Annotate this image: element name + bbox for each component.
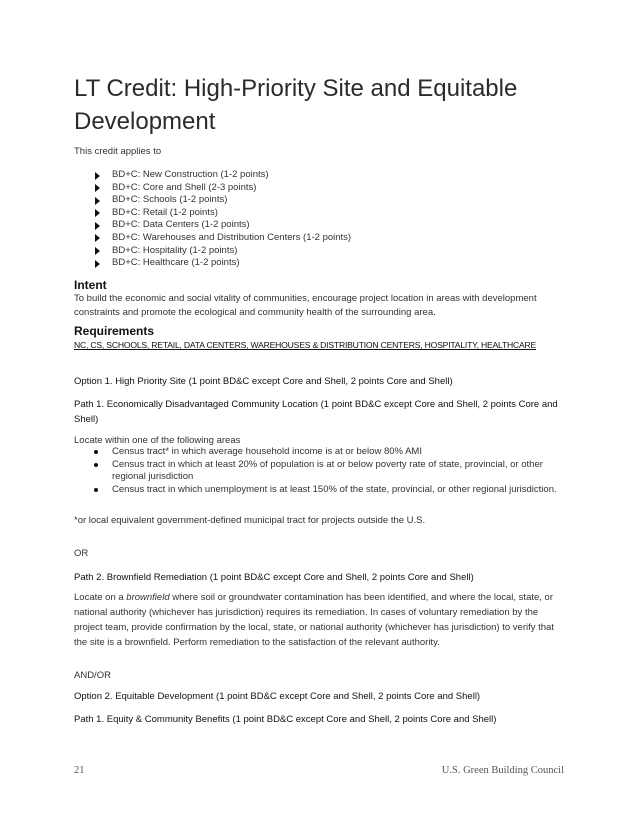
option-1-heading: Option 1. High Priority Site (1 point BD&C except Core and Shell, 2 points Core and Shell) <box>74 376 453 387</box>
triangle-bullet-icon <box>95 247 100 255</box>
intent-heading: Intent <box>74 278 107 292</box>
option-2-heading: Option 2. Equitable Development (1 point BD&C except Core and Shell, 2 points Core and Shell) <box>74 691 481 702</box>
triangle-bullet-icon <box>95 184 100 192</box>
triangle-bullet-icon <box>95 197 100 205</box>
bullet-dot-icon <box>94 463 98 467</box>
locate-bullet-list <box>92 446 562 497</box>
list-item: Census tract* in which average household income is at or below 80% AMI <box>92 446 562 458</box>
list-item: BD+C: Schools (1-2 points) <box>92 194 351 207</box>
list-item: BD+C: Warehouses and Distribution Centers (1-2 points) <box>92 232 351 245</box>
triangle-bullet-icon <box>95 234 100 242</box>
page-number: 21 <box>74 765 85 776</box>
path-2-heading: Path 2. Brownfield Remediation (1 point BD&C except Core and Shell, 2 points Core and Shell) <box>74 572 474 583</box>
list-item: BD+C: Hospitality (1-2 points) <box>92 245 351 258</box>
and-or-label: AND/OR <box>74 670 111 681</box>
list-item: Census tract in which unemployment is at least 150% of the state, provincial, or other regional jurisdiction. <box>92 484 562 496</box>
list-item: BD+C: Data Centers (1-2 points) <box>92 219 351 232</box>
credit-applicability-list <box>92 169 351 270</box>
footer-organization: U.S. Green Building Council <box>441 765 564 776</box>
requirements-subheading: NC, CS, SCHOOLS, RETAIL, DATA CENTERS, WAREHOUSES & DISTRIBUTION CENTERS, HOSPITALITY, HEALTHCARE <box>74 340 537 350</box>
triangle-bullet-icon <box>95 209 100 217</box>
list-item: BD+C: New Construction (1-2 points) <box>92 169 351 182</box>
path-2-text: Locate on a brownfield where soil or groundwater contamination has been identified, and where the local, state, or national authority (whichever has jurisdiction) requires its remediation. In cases of voluntary remediation by the project team, provide confirmation by the local, state, or national authority (whichever has jurisdiction) to verify that the site is a brownfield. Perform remediation to the satisfaction of the relevant authority. <box>74 592 554 648</box>
page-title: LT Credit: High-Priority Site and Equitable Development <box>74 75 518 135</box>
triangle-bullet-icon <box>95 222 100 230</box>
intent-text: To build the economic and social vitality of communities, encourage project location in areas with development constraints and promote the ecological and community health of the surrounding area. <box>74 293 537 318</box>
locate-intro: Locate within one of the following areas <box>74 435 241 446</box>
triangle-bullet-icon <box>95 260 100 268</box>
bullet-dot-icon <box>94 450 98 454</box>
list-item: BD+C: Core and Shell (2-3 points) <box>92 182 351 195</box>
path-1-heading: Path 1. Economically Disadvantaged Community Location (1 point BD&C except Core and Shell, 2 points Core and Shell) <box>74 399 558 425</box>
triangle-bullet-icon <box>95 172 100 180</box>
list-item: BD+C: Retail (1-2 points) <box>92 207 351 220</box>
requirements-heading: Requirements <box>74 324 155 338</box>
or-label: OR <box>74 548 89 559</box>
footnote: *or local equivalent government-defined municipal tract for projects outside the U.S. <box>74 515 426 526</box>
bullet-dot-icon <box>94 488 98 492</box>
list-item: BD+C: Healthcare (1-2 points) <box>92 257 351 270</box>
path-1b-heading: Path 1. Equity & Community Benefits (1 point BD&C except Core and Shell, 2 points Core and Shell) <box>74 714 497 725</box>
applies-to-text: This credit applies to <box>74 146 162 157</box>
list-item: Census tract in which at least 20% of population is at or below poverty rate of state, provincial, or other regional jurisdiction <box>92 459 562 483</box>
